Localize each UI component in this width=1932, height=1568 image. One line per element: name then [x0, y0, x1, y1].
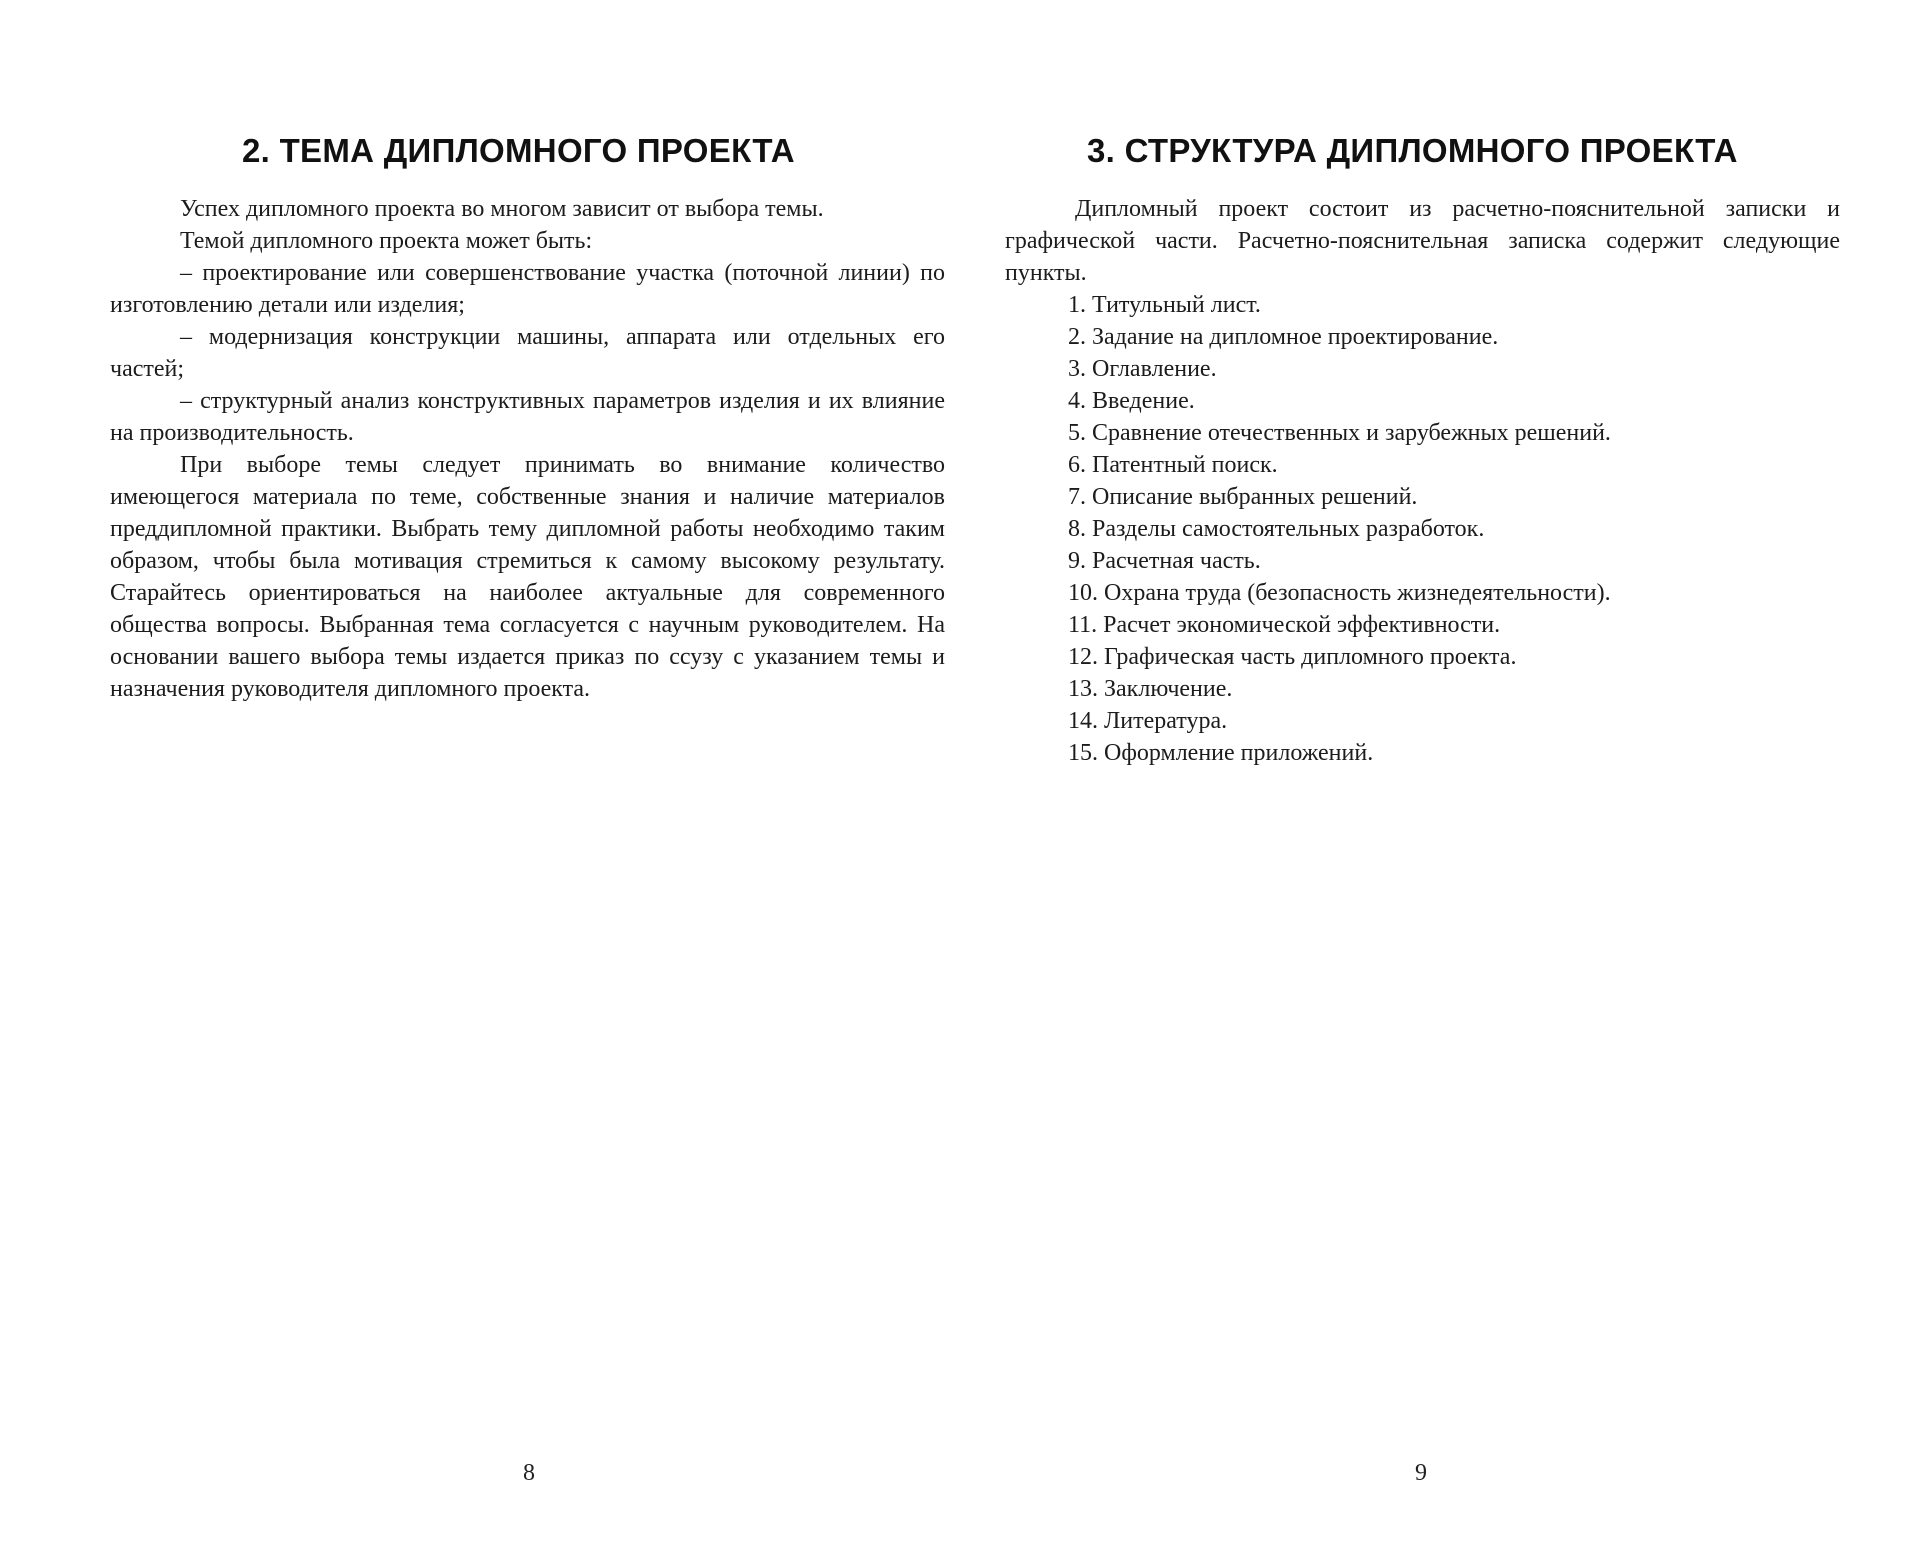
paragraph: – структурный анализ конструктивных параметров изделия и их влияние на производительность. — [110, 388, 945, 446]
list-item: 2. Задание на дипломное проектирование. — [1068, 324, 1499, 350]
right-page-body — [1005, 193, 1840, 769]
page-number: 8 — [523, 1460, 535, 1486]
list-item: 13. Заключение. — [1068, 676, 1233, 702]
list-item: 9. Расчетная часть. — [1068, 548, 1261, 574]
paragraph: Темой дипломного проекта может быть: — [180, 228, 593, 254]
page-number: 9 — [1415, 1460, 1427, 1486]
list-item: 15. Оформление приложений. — [1068, 740, 1374, 766]
list-item: 14. Литература. — [1068, 708, 1228, 734]
list-item: 3. Оглавление. — [1068, 356, 1217, 382]
list-item: 6. Патентный поиск. — [1068, 452, 1278, 478]
list-item: 1. Титульный лист. — [1068, 292, 1261, 318]
list-item: 5. Сравнение отечественных и зарубежных решений. — [1068, 420, 1611, 446]
list-item: 12. Графическая часть дипломного проекта. — [1068, 644, 1517, 670]
paragraph: Дипломный проект состоит из расчетно-пояснительной записки и графической части. Расчетно-пояснительная записка содержит следующие пункты. — [1005, 196, 1840, 286]
paragraph: Успех дипломного проекта во многом зависит от выбора темы. — [180, 196, 824, 222]
left-page-heading: 2. ТЕМА ДИПЛОМНОГО ПРОЕКТА — [242, 132, 795, 169]
right-page — [1005, 0, 1840, 1568]
list-item: 8. Разделы самостоятельных разработок. — [1068, 516, 1485, 542]
list-item: 11. Расчет экономической эффективности. — [1068, 612, 1501, 638]
left-page-body — [110, 193, 945, 705]
list-item: 10. Охрана труда (безопасность жизнедеятельности). — [1068, 580, 1611, 606]
paragraph: – проектирование или совершенствование участка (поточной линии) по изготовлению детали или изделия; — [110, 260, 945, 318]
list-item: 4. Введение. — [1068, 388, 1195, 414]
left-page — [110, 0, 945, 1568]
paragraph: – модернизация конструкции машины, аппарата или отдельных его частей; — [110, 324, 945, 382]
right-page-heading: 3. СТРУКТУРА ДИПЛОМНОГО ПРОЕКТА — [1087, 132, 1738, 169]
structure-list — [1005, 289, 1840, 769]
paragraph: При выборе темы следует принимать во внимание количество имеющегося материала по теме, собственные знания и наличие материалов преддипломной практики. Выбрать тему дипломной работы необходимо таким образом, чтобы была мотивация стремиться к самому высокому результату. Старайтесь ориентироваться на наиболее актуальные для современного общества вопросы. Выбранная тема согласуется с научным руководителем. На основании вашего выбора темы издается приказ по ссузу с указанием темы и назначения руководителя дипломного проекта. — [110, 452, 945, 702]
list-item: 7. Описание выбранных решений. — [1068, 484, 1418, 510]
